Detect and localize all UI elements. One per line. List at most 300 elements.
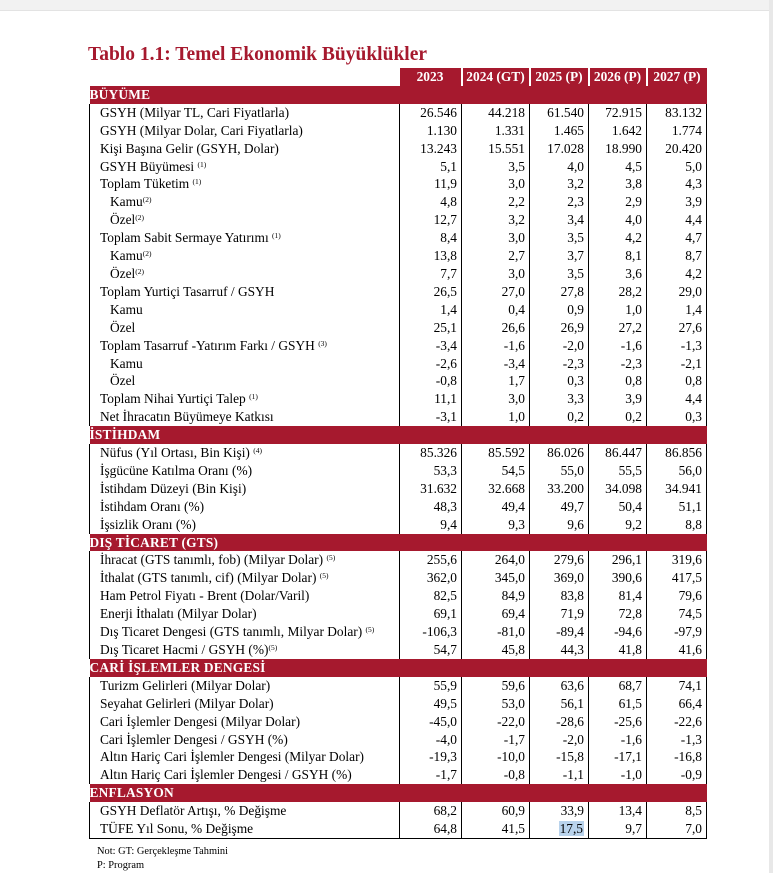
table-row (90, 802, 707, 820)
cell-value: -2,3 (562, 355, 584, 371)
cell-value: 1.642 (611, 122, 642, 138)
cell-value: 55,9 (433, 677, 457, 693)
cell-value: 3,9 (625, 391, 642, 407)
value-cell (400, 283, 462, 301)
row-label: Kamu (110, 301, 143, 317)
value-cell (530, 587, 589, 605)
value-cell (647, 337, 707, 355)
row-label: Kamu (110, 194, 143, 210)
cell-value: 1,7 (508, 373, 525, 389)
table-row (90, 587, 707, 605)
value-cell (462, 229, 530, 247)
cell-value: 34.098 (605, 480, 642, 496)
cell-value: 0,9 (567, 301, 584, 317)
cell-value: 1,4 (685, 301, 702, 317)
cell-value: 3,2 (508, 212, 525, 228)
value-cell (647, 498, 707, 516)
section-header-row (90, 659, 707, 677)
cell-value: 8,4 (440, 230, 457, 246)
cell-value: 82,5 (433, 588, 457, 604)
row-label: GSYH (Milyar Dolar, Cari Fiyatlarla) (100, 122, 303, 138)
table-row (90, 247, 707, 265)
row-label-cell (90, 390, 400, 408)
cell-value: 56,1 (560, 695, 584, 711)
row-label: GSYH (Milyar TL, Cari Fiyatlarla) (100, 104, 290, 120)
table-row (90, 229, 707, 247)
note-gt: Not: GT: Gerçekleşme Tahmini (97, 846, 229, 857)
cell-value: 53,0 (501, 695, 525, 711)
value-cell (589, 820, 647, 838)
value-cell (530, 319, 589, 337)
row-label: İthalat (GTS tanımlı, cif) (Milyar Dolar) (100, 570, 320, 586)
cell-value: 4,3 (685, 176, 702, 192)
value-cell (400, 193, 462, 211)
cell-value: -22,0 (497, 713, 525, 729)
value-cell (530, 748, 589, 766)
cell-value: 255,6 (426, 552, 457, 568)
table-row (90, 104, 707, 122)
table-row (90, 337, 707, 355)
cell-value: -25,6 (614, 713, 642, 729)
value-cell (400, 158, 462, 176)
value-cell (462, 104, 530, 122)
row-label-cell (90, 820, 400, 838)
row-label: Toplam Nihai Yurtiçi Talep (100, 391, 250, 407)
value-cell (647, 695, 707, 713)
value-cell (530, 355, 589, 373)
cell-value: 49,4 (501, 498, 525, 514)
value-cell (462, 301, 530, 319)
value-cell (400, 104, 462, 122)
row-label: Dış Ticaret Dengesi (GTS tanımlı, Milyar Dolar) (100, 624, 366, 640)
cell-value: 61.540 (547, 104, 584, 120)
cell-value: 8,7 (685, 248, 702, 264)
cell-value: 27,8 (560, 283, 584, 299)
cell-value: 319,6 (671, 552, 702, 568)
value-cell (400, 122, 462, 140)
row-label: İşgücüne Katılma Oranı (%) (100, 462, 253, 478)
row-label: Turizm Gelirleri (Milyar Dolar) (100, 677, 271, 693)
row-label-cell (90, 802, 400, 820)
cell-value: -2,0 (562, 731, 584, 747)
table-row (90, 731, 707, 749)
cell-value: 0,8 (625, 373, 642, 389)
value-cell (462, 480, 530, 498)
cell-value: 86.856 (665, 445, 702, 461)
table-row (90, 444, 707, 462)
cell-value: 45,8 (501, 642, 525, 657)
cell-value: 68,7 (618, 677, 642, 693)
value-cell (530, 713, 589, 731)
cell-value: 49,7 (560, 498, 584, 514)
row-label: Toplam Sabit Sermaye Yatırımı (100, 230, 273, 246)
cell-value: 41,8 (618, 642, 642, 657)
cell-value: 81,4 (618, 588, 642, 604)
value-cell (400, 408, 462, 426)
value-cell (400, 462, 462, 480)
cell-value: 2,3 (567, 194, 584, 210)
cell-value: 0,4 (508, 301, 525, 317)
cell-value: 3,0 (508, 230, 525, 246)
cell-value: 0,2 (625, 409, 642, 425)
column-header: 2024 (GT) (462, 68, 530, 86)
value-cell (589, 587, 647, 605)
row-label: İstihdam Oranı (%) (100, 498, 205, 514)
value-cell (589, 337, 647, 355)
cell-value: 61,5 (618, 695, 642, 711)
cell-value: 79,6 (678, 588, 702, 604)
row-label-cell (90, 731, 400, 749)
row-label-cell (90, 104, 400, 122)
value-cell (589, 569, 647, 587)
economic-indicators-table (89, 68, 707, 839)
viewer-right-edge (769, 0, 773, 873)
table-row (90, 122, 707, 140)
cell-value: 3,0 (508, 391, 525, 407)
value-cell (462, 551, 530, 569)
table-row (90, 641, 707, 659)
row-label-cell (90, 498, 400, 516)
column-header: 2027 (P) (647, 68, 707, 86)
value-cell (589, 731, 647, 749)
cell-value: 26,6 (501, 319, 525, 335)
row-label: Net İhracatın Büyümeye Katkısı (100, 409, 274, 425)
cell-value: 27,0 (501, 283, 525, 299)
cell-value: 13.243 (420, 140, 457, 156)
value-cell (400, 820, 462, 838)
column-header: 2023 (400, 68, 462, 86)
cell-value: 85.592 (488, 445, 525, 461)
cell-value: 26,9 (560, 319, 584, 335)
value-cell (462, 677, 530, 695)
value-cell (530, 605, 589, 623)
value-cell (530, 229, 589, 247)
row-label-cell (90, 140, 400, 158)
cell-value: 3,9 (685, 194, 702, 210)
cell-value: 9,7 (625, 821, 642, 837)
row-label-cell (90, 122, 400, 140)
row-label: İstihdam Düzeyi (Bin Kişi) (100, 480, 247, 496)
value-cell (647, 551, 707, 569)
value-cell (400, 337, 462, 355)
row-label-cell (90, 301, 400, 319)
cell-value: 417,5 (671, 570, 702, 586)
value-cell (647, 408, 707, 426)
value-cell (647, 605, 707, 623)
row-label-cell (90, 444, 400, 462)
cell-value: -17,1 (614, 749, 642, 765)
table-row (90, 766, 707, 784)
value-cell (589, 677, 647, 695)
cell-value: 5,0 (685, 158, 702, 174)
value-cell (647, 677, 707, 695)
cell-value: -16,8 (674, 749, 702, 765)
value-cell (647, 158, 707, 176)
cell-value: 12,7 (433, 212, 457, 228)
value-cell (400, 605, 462, 623)
cell-value: 3,7 (567, 248, 584, 264)
table-row (90, 175, 707, 193)
footnote-ref: (5) (326, 553, 336, 563)
section-header-row (90, 784, 707, 802)
value-cell (530, 265, 589, 283)
cell-value: 34.941 (665, 480, 702, 496)
value-cell (530, 569, 589, 587)
cell-value: -45,0 (429, 713, 457, 729)
cell-value: 28,2 (618, 283, 642, 299)
table-row (90, 605, 707, 623)
value-cell (589, 211, 647, 229)
footnote-ref: (1) (197, 159, 207, 169)
cell-value: 0,3 (685, 409, 702, 425)
cell-value: 8,8 (685, 516, 702, 532)
value-cell (462, 516, 530, 534)
value-cell (589, 766, 647, 784)
cell-value: 68,2 (433, 803, 457, 819)
cell-value: 0,3 (567, 373, 584, 389)
cell-value: 369,0 (553, 570, 584, 586)
cell-value: 390,6 (611, 570, 642, 586)
value-cell (589, 551, 647, 569)
footnote-ref: (5) (268, 643, 278, 652)
value-cell (530, 551, 589, 569)
row-label: Enerji İthalatı (Milyar Dolar) (100, 606, 257, 622)
note-p: P: Program (97, 860, 145, 871)
row-label-cell (90, 587, 400, 605)
cell-value: -1,7 (503, 731, 525, 747)
value-cell (647, 516, 707, 534)
row-label-cell (90, 623, 400, 641)
value-cell (400, 355, 462, 373)
value-cell (530, 695, 589, 713)
footnote-ref: (1) (249, 392, 258, 402)
value-cell (589, 140, 647, 158)
value-cell (589, 695, 647, 713)
table-row (90, 569, 707, 587)
value-cell (530, 175, 589, 193)
cell-value: 83,8 (560, 588, 584, 604)
cell-value: 296,1 (611, 552, 642, 568)
cell-value: 345,0 (494, 570, 525, 586)
value-cell (400, 569, 462, 587)
cell-value: -81,0 (497, 624, 525, 640)
cell-value: 0,8 (685, 373, 702, 389)
value-cell (462, 372, 530, 390)
cell-value: 56,0 (678, 462, 702, 478)
value-cell (400, 641, 462, 659)
value-cell (589, 247, 647, 265)
cell-value: 32.668 (488, 480, 525, 496)
value-cell (589, 283, 647, 301)
cell-value: 3,5 (567, 265, 584, 281)
cell-value: 4,2 (625, 230, 642, 246)
value-cell (530, 211, 589, 229)
value-cell (589, 480, 647, 498)
value-cell (462, 122, 530, 140)
section-title: CARİ İŞLEMLER DENGESİ (90, 659, 707, 677)
cell-value: 20.420 (665, 140, 702, 156)
cell-value: 55,0 (560, 462, 584, 478)
cell-value: 86.026 (547, 445, 584, 461)
value-cell (530, 337, 589, 355)
value-cell (589, 372, 647, 390)
row-label: TÜFE Yıl Sonu, % Değişme (100, 821, 254, 837)
cell-value: 33,9 (560, 803, 584, 819)
row-label: Altın Hariç Cari İşlemler Dengesi (Milyar Dolar) (100, 749, 365, 765)
cell-value: 55,5 (618, 462, 642, 478)
value-cell (647, 623, 707, 641)
cell-value: -4,0 (435, 731, 457, 747)
cell-value: 9,2 (625, 516, 642, 532)
value-cell (462, 247, 530, 265)
value-cell (589, 104, 647, 122)
cell-value: 13,8 (433, 248, 457, 264)
section-header-row (90, 534, 707, 552)
cell-value: -2,1 (680, 355, 702, 371)
footnote-ref: (1) (272, 231, 281, 241)
cell-value: 83.132 (665, 104, 702, 120)
value-cell (589, 355, 647, 373)
cell-value: 17,5 (559, 821, 583, 837)
cell-value: 18.990 (605, 140, 642, 156)
cell-value: -97,9 (674, 624, 702, 640)
value-cell (530, 462, 589, 480)
value-cell (647, 355, 707, 373)
cell-value: 86.447 (605, 445, 642, 461)
row-label-cell (90, 337, 400, 355)
value-cell (400, 247, 462, 265)
cell-value: 1.465 (553, 122, 584, 138)
cell-value: 1,0 (508, 409, 525, 425)
cell-value: 63,6 (560, 677, 584, 693)
cell-value: 3,0 (508, 176, 525, 192)
value-cell (462, 587, 530, 605)
cell-value: 362,0 (426, 570, 457, 586)
cell-value: 9,4 (440, 516, 457, 532)
value-cell (589, 408, 647, 426)
table-row (90, 677, 707, 695)
value-cell (462, 605, 530, 623)
cell-value: 60,9 (501, 803, 525, 819)
value-cell (530, 516, 589, 534)
value-cell (462, 498, 530, 516)
value-cell (647, 766, 707, 784)
cell-value: 1,0 (625, 301, 642, 317)
row-label-cell (90, 569, 400, 587)
value-cell (647, 265, 707, 283)
value-cell (530, 193, 589, 211)
row-label-cell (90, 748, 400, 766)
row-label-cell (90, 158, 400, 176)
table-row (90, 140, 707, 158)
cell-value: -1,7 (435, 767, 457, 783)
cell-value: 48,3 (433, 498, 457, 514)
value-cell (589, 301, 647, 319)
table-row (90, 713, 707, 731)
cell-value: 4,4 (685, 391, 702, 407)
value-cell (647, 140, 707, 158)
cell-value: 54,5 (501, 462, 525, 478)
value-cell (647, 319, 707, 337)
cell-value: 1,4 (440, 301, 457, 317)
cell-value: 26,5 (433, 283, 457, 299)
value-cell (400, 265, 462, 283)
section-title: İSTİHDAM (90, 426, 707, 444)
value-cell (400, 748, 462, 766)
cell-value: 59,6 (501, 677, 525, 693)
value-cell (589, 319, 647, 337)
row-label-cell (90, 695, 400, 713)
value-cell (462, 390, 530, 408)
cell-value: 33.200 (547, 480, 584, 496)
row-label: GSYH Büyümesi (100, 158, 198, 174)
row-label: Ham Petrol Fiyatı - Brent (Dolar/Varil) (100, 588, 310, 604)
table-row (90, 695, 707, 713)
value-cell (647, 283, 707, 301)
cell-value: 41,5 (501, 821, 525, 837)
header-corner (90, 68, 400, 86)
table-row (90, 462, 707, 480)
section-header-row (90, 426, 707, 444)
row-label: Altın Hariç Cari İşlemler Dengesi / GSYH (%) (100, 767, 352, 783)
value-cell (462, 766, 530, 784)
cell-value: 71,9 (560, 606, 584, 622)
value-cell (462, 283, 530, 301)
row-label: Özel (110, 373, 136, 389)
cell-value: -3,4 (503, 355, 525, 371)
value-cell (462, 623, 530, 641)
row-label: Kişi Başına Gelir (GSYH, Dolar) (100, 140, 279, 156)
cell-value: 0,2 (567, 409, 584, 425)
value-cell (462, 802, 530, 820)
cell-value: -2,3 (620, 355, 642, 371)
cell-value: 4,2 (685, 265, 702, 281)
cell-value: -1,6 (503, 337, 525, 353)
value-cell (530, 641, 589, 659)
footnote-ref: (2) (142, 249, 152, 259)
value-cell (462, 731, 530, 749)
cell-value: 264,0 (494, 552, 525, 568)
value-cell (400, 229, 462, 247)
cell-value: 84,9 (501, 588, 525, 604)
column-header: 2026 (P) (589, 68, 647, 86)
value-cell (400, 623, 462, 641)
value-cell (589, 623, 647, 641)
value-cell (589, 193, 647, 211)
cell-value: 3,6 (625, 265, 642, 281)
cell-value: 4,8 (440, 194, 457, 210)
section-title: ENFLASYON (90, 784, 707, 802)
cell-value: -0,9 (680, 767, 702, 783)
value-cell (647, 587, 707, 605)
value-cell (530, 408, 589, 426)
value-cell (462, 713, 530, 731)
value-cell (462, 444, 530, 462)
value-cell (400, 140, 462, 158)
value-cell (462, 641, 530, 659)
cell-value: 3,0 (508, 265, 525, 281)
row-label-cell (90, 265, 400, 283)
value-cell (589, 713, 647, 731)
cell-value: 2,9 (625, 194, 642, 210)
row-label: GSYH Deflatör Artışı, % Değişme (100, 803, 287, 819)
value-cell (589, 390, 647, 408)
value-cell (400, 551, 462, 569)
cell-value: 3,5 (508, 158, 525, 174)
value-cell (462, 748, 530, 766)
table-row (90, 301, 707, 319)
value-cell (462, 211, 530, 229)
